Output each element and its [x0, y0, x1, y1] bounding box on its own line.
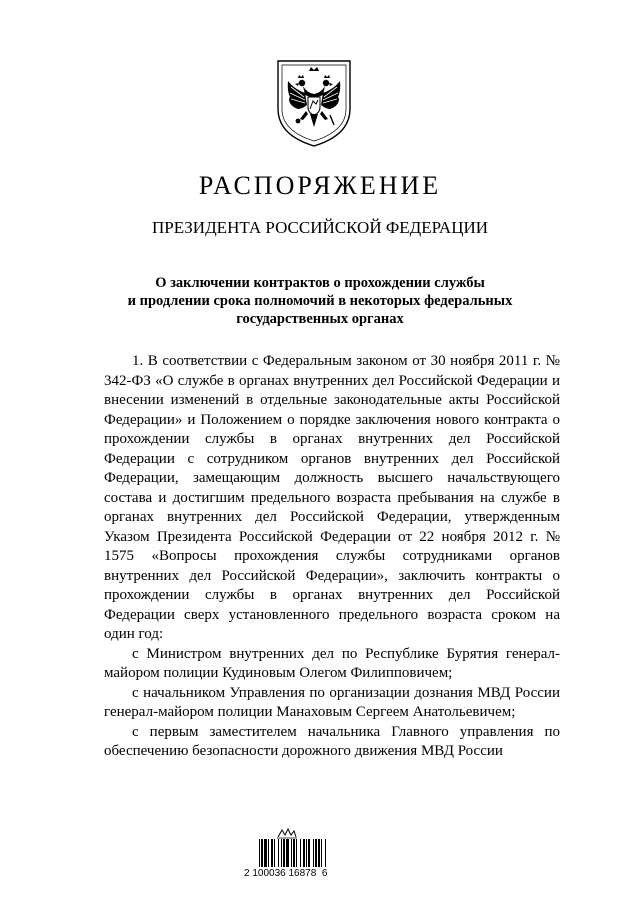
barcode-bar [274, 839, 275, 867]
body-paragraph: 1. В соответствии с Федеральным законом от 30 ноября 2011 г. № 342-ФЗ «О службе в органах внутренних дел Российской Федерации и внесении изменений в отдельные законодательные акты Российской Федерации» и Положением о порядке заключения нового контракта о прохождении службы в органах внутренних дел Российской Федерации с сотрудником органов внутренних дел Российской Федерации, замещающим должность высшего начальствующего состава и достигшим предельного возраста пребывания на службе в органах внутренних дел Российской Федерации, утвержденным Указом Президента Российской Федерации от 22 ноября 2012 г. № 1575 «Вопросы прохождения службы сотрудниками органов внутренних дел Российской Федерации», заключить контракты о прохождении службы в органах внутренних дел Российской Федерации сверх установленного предельного возраста сроком на один год: [104, 353, 560, 642]
barcode-bar [286, 839, 289, 867]
barcode-bar [268, 839, 269, 867]
barcode-bar [259, 839, 260, 867]
barcode-bar [293, 839, 295, 867]
barcode-bar [303, 839, 305, 867]
document-body [104, 352, 560, 762]
document-heading: РАСПОРЯЖЕНИЕ [198, 171, 442, 200]
barcode-bar [306, 839, 307, 867]
title-line: и продлении срока полномочий в некоторых федеральных [127, 293, 513, 309]
barcode-bar [261, 839, 263, 867]
barcode-bar [278, 839, 279, 867]
barcode-bar [264, 839, 267, 867]
barcode-bar [291, 839, 292, 867]
barcode-bar [300, 839, 301, 867]
barcode-bar [296, 839, 297, 867]
barcode-bar [318, 839, 320, 867]
body-paragraph: с Министром внутренних дел по Республике Бурятия генерал-майором полиции Кудиновым Олегом Филипповичем; [104, 645, 560, 681]
barcode-bar [308, 839, 310, 867]
barcode-bar [321, 839, 322, 867]
barcode [257, 839, 357, 869]
body-paragraph: с начальником Управления по организации дознания МВД России генерал-майором полиции Манаховым Сергеем Анатольевичем; [104, 684, 560, 720]
barcode-number: 2 100036 16878 6 [244, 868, 328, 879]
barcode-bar [283, 839, 285, 867]
barcode-bar [313, 839, 314, 867]
barcode-bar [281, 839, 282, 867]
document-title [60, 274, 580, 328]
crest-mark-icon [275, 826, 299, 838]
title-line: государственных органах [236, 311, 404, 327]
document-subheading: ПРЕЗИДЕНТА РОССИЙСКОЙ ФЕДЕРАЦИИ [151, 218, 489, 237]
body-paragraph: с первым заместителем начальника Главного управления по обеспечению безопасности дорожного движения МВД России [104, 723, 560, 759]
barcode-bar [271, 839, 273, 867]
title-line: О заключении контрактов о прохождении службы [155, 275, 485, 291]
double-headed-eagle-icon [274, 57, 354, 149]
barcode-bar [315, 839, 317, 867]
barcode-bar [325, 839, 326, 867]
